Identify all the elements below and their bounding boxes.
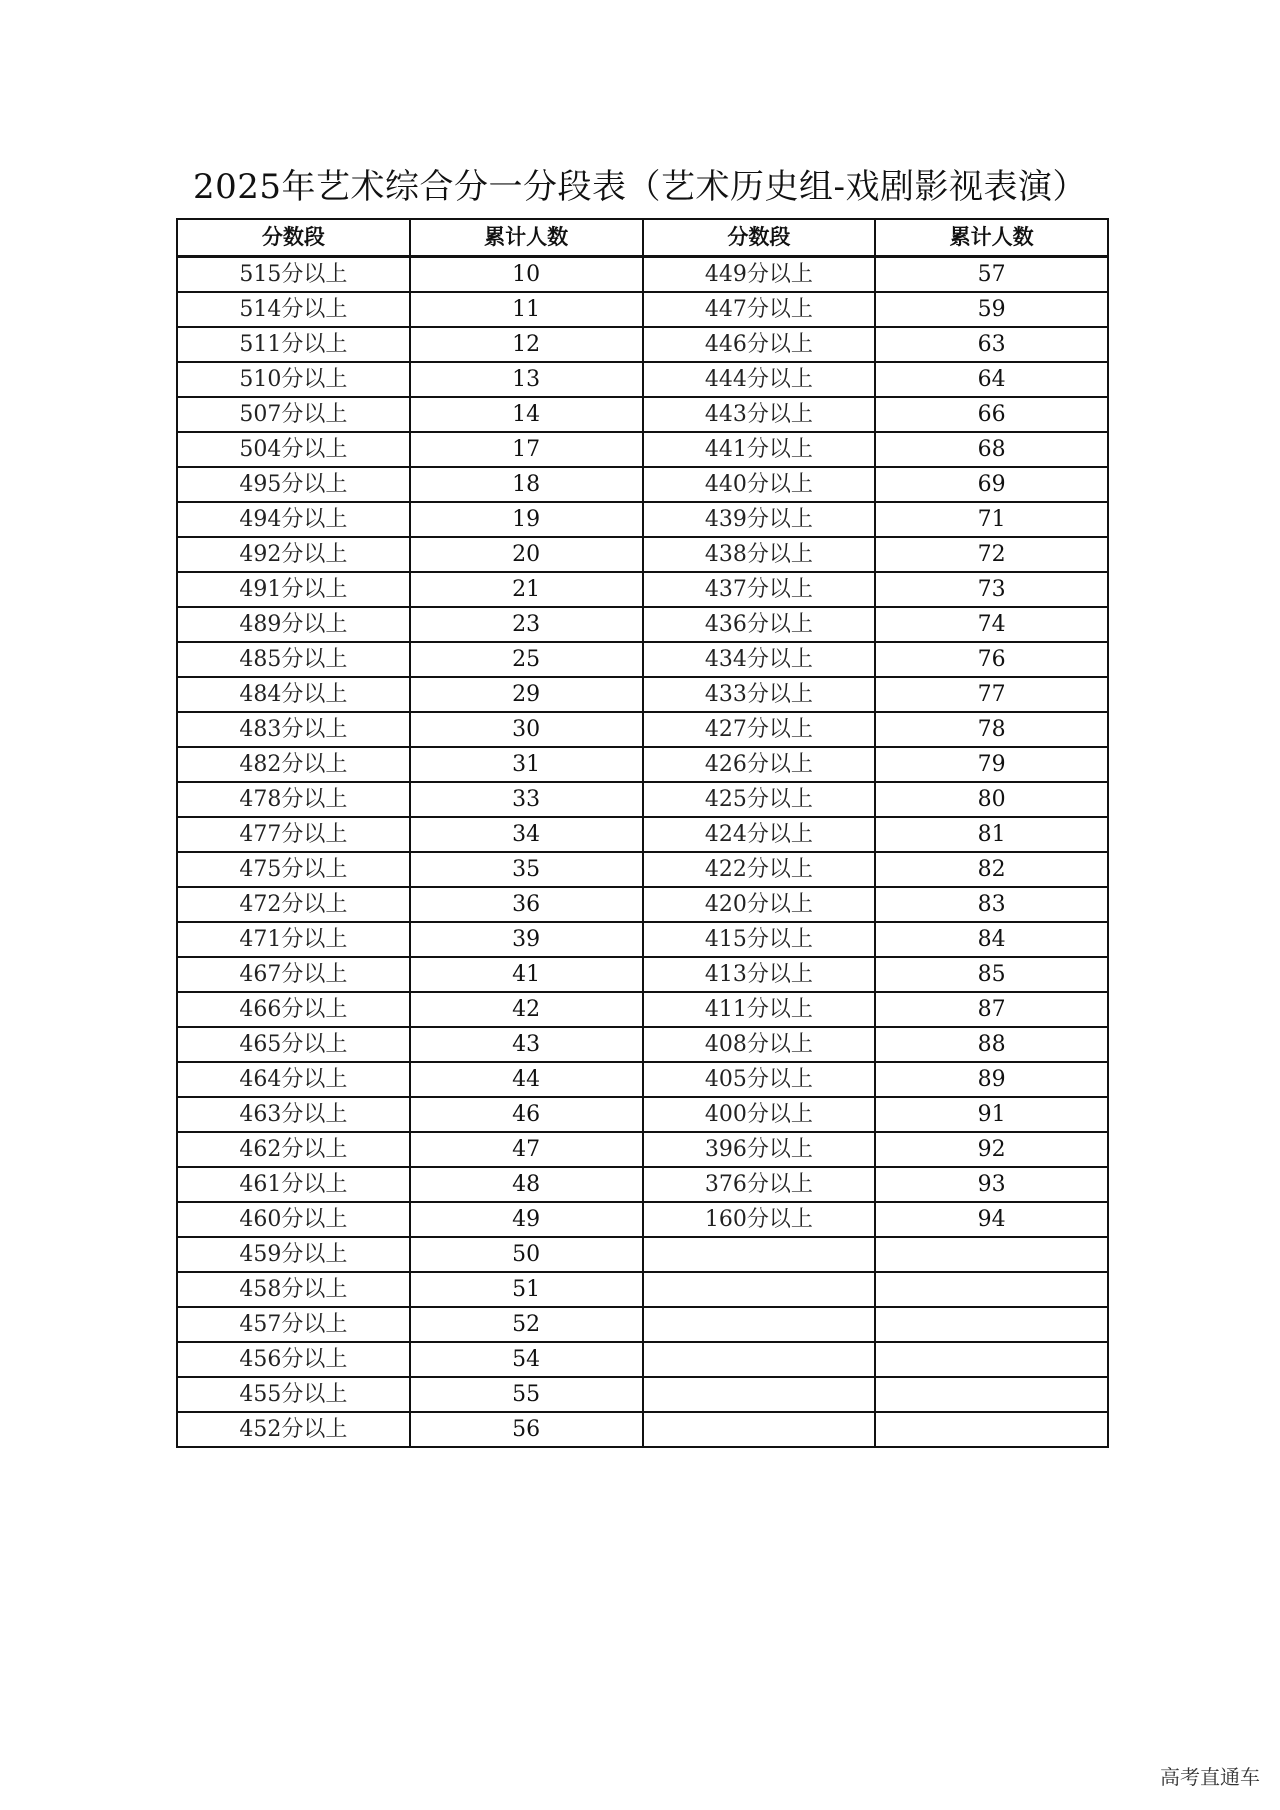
- cell-cumulative-count-right: 79: [875, 747, 1108, 782]
- cell-cumulative-count-left: 17: [410, 432, 643, 467]
- cell-cumulative-count-right: 59: [875, 292, 1108, 327]
- cell-score-range-right: 440分以上: [643, 467, 876, 502]
- cell-cumulative-count-left: 30: [410, 712, 643, 747]
- cell-cumulative-count-left: 14: [410, 397, 643, 432]
- cell-cumulative-count-right: 71: [875, 502, 1108, 537]
- cell-cumulative-count-left: 13: [410, 362, 643, 397]
- header-cumulative-count-right: 累计人数: [875, 219, 1108, 257]
- cell-score-range-right: 420分以上: [643, 887, 876, 922]
- table-body: [177, 257, 1108, 1448]
- cell-score-range-right: 160分以上: [643, 1202, 876, 1237]
- cell-cumulative-count-left: 23: [410, 607, 643, 642]
- cell-cumulative-count-left: 49: [410, 1202, 643, 1237]
- header-score-range-left: 分数段: [177, 219, 410, 257]
- cell-score-range-right: 438分以上: [643, 537, 876, 572]
- cell-cumulative-count-left: 46: [410, 1097, 643, 1132]
- table-row: [177, 327, 1108, 362]
- table-row: [177, 432, 1108, 467]
- cell-score-range-left: 452分以上: [177, 1412, 410, 1447]
- cell-cumulative-count-left: 41: [410, 957, 643, 992]
- table-row: [177, 537, 1108, 572]
- cell-score-range-right: [643, 1342, 876, 1377]
- cell-score-range-left: 472分以上: [177, 887, 410, 922]
- cell-score-range-right: [643, 1272, 876, 1307]
- table-row: [177, 467, 1108, 502]
- cell-score-range-left: 471分以上: [177, 922, 410, 957]
- cell-cumulative-count-left: 56: [410, 1412, 643, 1447]
- cell-score-range-right: 437分以上: [643, 572, 876, 607]
- cell-score-range-right: 443分以上: [643, 397, 876, 432]
- cell-score-range-left: 457分以上: [177, 1307, 410, 1342]
- cell-score-range-left: 510分以上: [177, 362, 410, 397]
- cell-score-range-left: 478分以上: [177, 782, 410, 817]
- table-row: [177, 572, 1108, 607]
- cell-cumulative-count-right: 93: [875, 1167, 1108, 1202]
- cell-cumulative-count-left: 44: [410, 1062, 643, 1097]
- cell-cumulative-count-left: 10: [410, 257, 643, 293]
- cell-cumulative-count-left: 31: [410, 747, 643, 782]
- cell-cumulative-count-left: 21: [410, 572, 643, 607]
- table-row: [177, 292, 1108, 327]
- cell-cumulative-count-left: 43: [410, 1027, 643, 1062]
- cell-score-range-left: 458分以上: [177, 1272, 410, 1307]
- cell-cumulative-count-left: 29: [410, 677, 643, 712]
- cell-cumulative-count-left: 34: [410, 817, 643, 852]
- cell-score-range-left: 467分以上: [177, 957, 410, 992]
- table-row: [177, 1062, 1108, 1097]
- table-row: [177, 1027, 1108, 1062]
- cell-score-range-right: 427分以上: [643, 712, 876, 747]
- cell-cumulative-count-right: 84: [875, 922, 1108, 957]
- cell-score-range-right: 422分以上: [643, 852, 876, 887]
- watermark-text: 高考直通车: [1160, 1765, 1260, 1789]
- cell-cumulative-count-left: 48: [410, 1167, 643, 1202]
- cell-cumulative-count-left: 54: [410, 1342, 643, 1377]
- cell-score-range-left: 466分以上: [177, 992, 410, 1027]
- cell-cumulative-count-right: 81: [875, 817, 1108, 852]
- table-row: [177, 852, 1108, 887]
- score-distribution-table: [176, 218, 1109, 1448]
- cell-cumulative-count-right: 89: [875, 1062, 1108, 1097]
- cell-cumulative-count-left: 42: [410, 992, 643, 1027]
- cell-cumulative-count-right: 88: [875, 1027, 1108, 1062]
- cell-score-range-left: 504分以上: [177, 432, 410, 467]
- cell-score-range-right: 426分以上: [643, 747, 876, 782]
- table-row: [177, 747, 1108, 782]
- cell-score-range-right: [643, 1412, 876, 1447]
- cell-score-range-right: 446分以上: [643, 327, 876, 362]
- cell-cumulative-count-right: [875, 1342, 1108, 1377]
- table-row: [177, 957, 1108, 992]
- cell-cumulative-count-left: 35: [410, 852, 643, 887]
- cell-cumulative-count-right: 78: [875, 712, 1108, 747]
- cell-cumulative-count-left: 47: [410, 1132, 643, 1167]
- table-row: [177, 257, 1108, 293]
- cell-score-range-left: 477分以上: [177, 817, 410, 852]
- cell-score-range-left: 465分以上: [177, 1027, 410, 1062]
- cell-cumulative-count-right: 82: [875, 852, 1108, 887]
- header-score-range-right: 分数段: [643, 219, 876, 257]
- table-row: [177, 1377, 1108, 1412]
- cell-score-range-right: 449分以上: [643, 257, 876, 293]
- cell-cumulative-count-left: 55: [410, 1377, 643, 1412]
- cell-cumulative-count-right: 72: [875, 537, 1108, 572]
- cell-score-range-left: 464分以上: [177, 1062, 410, 1097]
- cell-cumulative-count-right: 69: [875, 467, 1108, 502]
- cell-score-range-left: 460分以上: [177, 1202, 410, 1237]
- table-row: [177, 1342, 1108, 1377]
- cell-cumulative-count-right: 68: [875, 432, 1108, 467]
- cell-cumulative-count-right: [875, 1272, 1108, 1307]
- table-row: [177, 642, 1108, 677]
- cell-score-range-right: [643, 1377, 876, 1412]
- cell-score-range-right: 415分以上: [643, 922, 876, 957]
- cell-score-range-right: [643, 1307, 876, 1342]
- cell-score-range-right: 400分以上: [643, 1097, 876, 1132]
- cell-score-range-left: 511分以上: [177, 327, 410, 362]
- cell-cumulative-count-right: 94: [875, 1202, 1108, 1237]
- cell-score-range-left: 495分以上: [177, 467, 410, 502]
- cell-cumulative-count-right: 87: [875, 992, 1108, 1027]
- table-row: [177, 712, 1108, 747]
- cell-score-range-left: 455分以上: [177, 1377, 410, 1412]
- cell-score-range-right: 408分以上: [643, 1027, 876, 1062]
- cell-cumulative-count-left: 12: [410, 327, 643, 362]
- cell-score-range-right: 376分以上: [643, 1167, 876, 1202]
- cell-score-range-right: 433分以上: [643, 677, 876, 712]
- cell-cumulative-count-right: [875, 1412, 1108, 1447]
- cell-score-range-right: 441分以上: [643, 432, 876, 467]
- cell-cumulative-count-right: 63: [875, 327, 1108, 362]
- cell-score-range-left: 492分以上: [177, 537, 410, 572]
- table-row: [177, 782, 1108, 817]
- cell-score-range-left: 515分以上: [177, 257, 410, 293]
- table-row: [177, 1167, 1108, 1202]
- cell-score-range-right: 439分以上: [643, 502, 876, 537]
- cell-score-range-right: 434分以上: [643, 642, 876, 677]
- cell-score-range-right: 424分以上: [643, 817, 876, 852]
- cell-score-range-left: 463分以上: [177, 1097, 410, 1132]
- cell-cumulative-count-right: 77: [875, 677, 1108, 712]
- cell-score-range-left: 475分以上: [177, 852, 410, 887]
- cell-score-range-left: 462分以上: [177, 1132, 410, 1167]
- cell-score-range-left: 456分以上: [177, 1342, 410, 1377]
- cell-cumulative-count-right: 85: [875, 957, 1108, 992]
- table-row: [177, 922, 1108, 957]
- cell-cumulative-count-right: 66: [875, 397, 1108, 432]
- cell-cumulative-count-right: 74: [875, 607, 1108, 642]
- cell-cumulative-count-right: [875, 1237, 1108, 1272]
- cell-score-range-right: 444分以上: [643, 362, 876, 397]
- page-title: 2025年艺术综合分一分段表（艺术历史组-戏剧影视表演）: [192, 167, 1087, 207]
- cell-cumulative-count-right: [875, 1377, 1108, 1412]
- table-row: [177, 1412, 1108, 1447]
- cell-cumulative-count-left: 50: [410, 1237, 643, 1272]
- table-row: [177, 817, 1108, 852]
- cell-cumulative-count-right: 73: [875, 572, 1108, 607]
- table-header-row: [177, 219, 1108, 257]
- table-row: [177, 397, 1108, 432]
- cell-cumulative-count-right: 80: [875, 782, 1108, 817]
- table-row: [177, 1307, 1108, 1342]
- cell-cumulative-count-left: 36: [410, 887, 643, 922]
- cell-cumulative-count-left: 19: [410, 502, 643, 537]
- cell-cumulative-count-right: 64: [875, 362, 1108, 397]
- cell-cumulative-count-right: 76: [875, 642, 1108, 677]
- table-row: [177, 1202, 1108, 1237]
- table-row: [177, 1272, 1108, 1307]
- cell-score-range-right: 425分以上: [643, 782, 876, 817]
- cell-cumulative-count-left: 11: [410, 292, 643, 327]
- cell-score-range-right: 396分以上: [643, 1132, 876, 1167]
- cell-score-range-right: 413分以上: [643, 957, 876, 992]
- cell-score-range-left: 461分以上: [177, 1167, 410, 1202]
- cell-cumulative-count-left: 25: [410, 642, 643, 677]
- table-row: [177, 362, 1108, 397]
- cell-cumulative-count-left: 52: [410, 1307, 643, 1342]
- cell-cumulative-count-left: 18: [410, 467, 643, 502]
- table-row: [177, 502, 1108, 537]
- table-row: [177, 1097, 1108, 1132]
- cell-cumulative-count-left: 20: [410, 537, 643, 572]
- cell-cumulative-count-left: 51: [410, 1272, 643, 1307]
- cell-score-range-right: 436分以上: [643, 607, 876, 642]
- cell-cumulative-count-right: 92: [875, 1132, 1108, 1167]
- cell-cumulative-count-left: 33: [410, 782, 643, 817]
- table-row: [177, 887, 1108, 922]
- cell-score-range-right: 411分以上: [643, 992, 876, 1027]
- cell-score-range-right: 447分以上: [643, 292, 876, 327]
- cell-score-range-left: 507分以上: [177, 397, 410, 432]
- table-row: [177, 992, 1108, 1027]
- cell-score-range-left: 489分以上: [177, 607, 410, 642]
- cell-score-range-left: 514分以上: [177, 292, 410, 327]
- table-row: [177, 607, 1108, 642]
- cell-cumulative-count-right: 91: [875, 1097, 1108, 1132]
- header-cumulative-count-left: 累计人数: [410, 219, 643, 257]
- cell-score-range-left: 459分以上: [177, 1237, 410, 1272]
- cell-cumulative-count-right: 83: [875, 887, 1108, 922]
- score-table-container: [176, 218, 1109, 1448]
- table-row: [177, 1237, 1108, 1272]
- cell-cumulative-count-right: 57: [875, 257, 1108, 293]
- cell-score-range-right: 405分以上: [643, 1062, 876, 1097]
- cell-score-range-left: 482分以上: [177, 747, 410, 782]
- cell-score-range-left: 484分以上: [177, 677, 410, 712]
- cell-score-range-left: 483分以上: [177, 712, 410, 747]
- table-row: [177, 677, 1108, 712]
- cell-score-range-right: [643, 1237, 876, 1272]
- table-row: [177, 1132, 1108, 1167]
- cell-score-range-left: 494分以上: [177, 502, 410, 537]
- cell-score-range-left: 485分以上: [177, 642, 410, 677]
- cell-cumulative-count-left: 39: [410, 922, 643, 957]
- cell-cumulative-count-right: [875, 1307, 1108, 1342]
- cell-score-range-left: 491分以上: [177, 572, 410, 607]
